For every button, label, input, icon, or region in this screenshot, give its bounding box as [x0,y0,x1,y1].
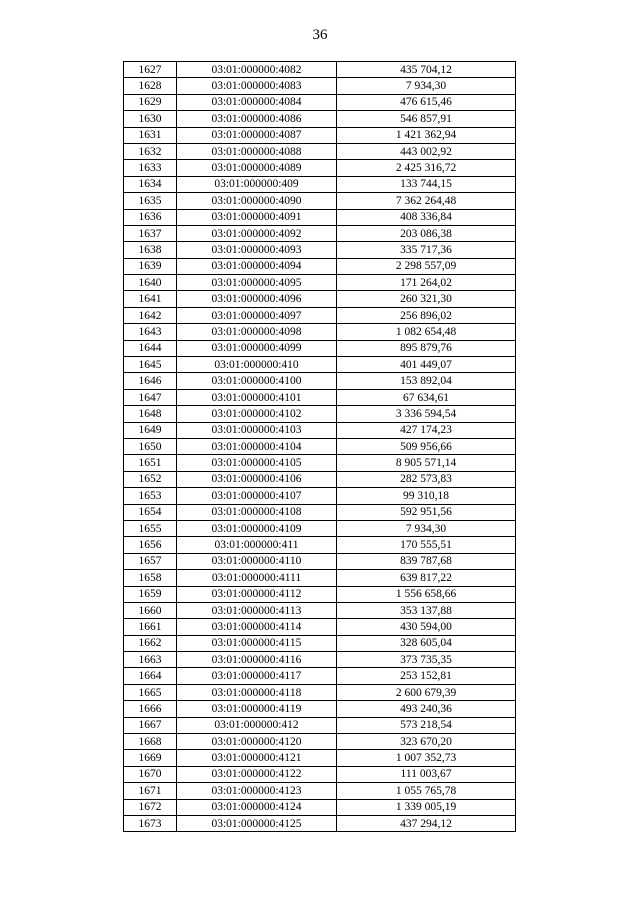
table-row [124,717,516,733]
cadastral-number-cell: 03:01:000000:4123 [177,783,337,799]
cadastral-number-cell: 03:01:000000:4115 [177,635,337,651]
table-row [124,340,516,356]
cadastral-number-cell: 03:01:000000:4116 [177,652,337,668]
table-row [124,619,516,635]
table-row [124,438,516,454]
row-number-cell: 1658 [124,570,177,586]
cadastral-value-cell: 437 294,12 [337,815,516,831]
cadastral-value-cell: 99 310,18 [337,488,516,504]
cadastral-value-cell: 435 704,12 [337,62,516,78]
cadastral-number-cell: 03:01:000000:4095 [177,275,337,291]
row-number-cell: 1648 [124,406,177,422]
table-row [124,750,516,766]
row-number-cell: 1634 [124,176,177,192]
row-number-cell: 1656 [124,537,177,553]
table-row [124,815,516,831]
row-number-cell: 1663 [124,652,177,668]
cadastral-number-cell: 03:01:000000:4082 [177,62,337,78]
cadastral-value-cell: 1 421 362,94 [337,127,516,143]
cadastral-number-cell: 03:01:000000:411 [177,537,337,553]
cadastral-value-cell: 282 573,83 [337,471,516,487]
cadastral-number-cell: 03:01:000000:4093 [177,242,337,258]
row-number-cell: 1654 [124,504,177,520]
cadastral-number-cell: 03:01:000000:4120 [177,734,337,750]
cadastral-value-table [123,61,516,832]
cadastral-value-cell: 493 240,36 [337,701,516,717]
table-row [124,209,516,225]
cadastral-number-cell: 03:01:000000:4119 [177,701,337,717]
row-number-cell: 1641 [124,291,177,307]
table-row [124,734,516,750]
cadastral-number-cell: 03:01:000000:4094 [177,258,337,274]
cadastral-value-cell: 2 600 679,39 [337,684,516,700]
cadastral-number-cell: 03:01:000000:4109 [177,520,337,536]
cadastral-value-cell: 2 425 316,72 [337,160,516,176]
cadastral-number-cell: 03:01:000000:4102 [177,406,337,422]
cadastral-value-cell: 639 817,22 [337,570,516,586]
cadastral-value-cell: 839 787,68 [337,553,516,569]
cadastral-number-cell: 03:01:000000:410 [177,357,337,373]
cadastral-value-cell: 573 218,54 [337,717,516,733]
cadastral-value-cell: 133 744,15 [337,176,516,192]
row-number-cell: 1649 [124,422,177,438]
row-number-cell: 1630 [124,111,177,127]
cadastral-value-cell: 895 879,76 [337,340,516,356]
cadastral-number-cell: 03:01:000000:4086 [177,111,337,127]
row-number-cell: 1637 [124,225,177,241]
cadastral-value-cell: 401 449,07 [337,357,516,373]
cadastral-number-cell: 03:01:000000:4108 [177,504,337,520]
row-number-cell: 1629 [124,94,177,110]
cadastral-value-cell: 546 857,91 [337,111,516,127]
cadastral-value-cell: 256 896,02 [337,307,516,323]
table-row [124,127,516,143]
cadastral-number-cell: 03:01:000000:4113 [177,602,337,618]
cadastral-value-cell: 1 007 352,73 [337,750,516,766]
table-row [124,602,516,618]
cadastral-number-cell: 03:01:000000:4096 [177,291,337,307]
cadastral-value-cell: 203 086,38 [337,225,516,241]
table-row [124,111,516,127]
cadastral-value-cell: 7 362 264,48 [337,193,516,209]
cadastral-number-cell: 03:01:000000:4122 [177,766,337,782]
cadastral-value-cell: 170 555,51 [337,537,516,553]
page-number: 36 [312,27,328,43]
cadastral-value-cell: 509 956,66 [337,438,516,454]
cadastral-number-cell: 03:01:000000:4087 [177,127,337,143]
cadastral-number-cell: 03:01:000000:4117 [177,668,337,684]
row-number-cell: 1631 [124,127,177,143]
table-row [124,62,516,78]
row-number-cell: 1666 [124,701,177,717]
row-number-cell: 1632 [124,143,177,159]
cadastral-number-cell: 03:01:000000:4103 [177,422,337,438]
table-row [124,160,516,176]
cadastral-number-cell: 03:01:000000:4118 [177,684,337,700]
row-number-cell: 1627 [124,62,177,78]
row-number-cell: 1645 [124,357,177,373]
row-number-cell: 1653 [124,488,177,504]
row-number-cell: 1635 [124,193,177,209]
table-row [124,635,516,651]
table-row [124,193,516,209]
cadastral-value-cell: 430 594,00 [337,619,516,635]
cadastral-number-cell: 03:01:000000:4099 [177,340,337,356]
row-number-cell: 1661 [124,619,177,635]
cadastral-value-cell: 260 321,30 [337,291,516,307]
cadastral-value-cell: 2 298 557,09 [337,258,516,274]
cadastral-number-cell: 03:01:000000:4106 [177,471,337,487]
row-number-cell: 1640 [124,275,177,291]
cadastral-number-cell: 03:01:000000:4088 [177,143,337,159]
row-number-cell: 1660 [124,602,177,618]
cadastral-number-cell: 03:01:000000:4092 [177,225,337,241]
row-number-cell: 1670 [124,766,177,782]
table-row [124,668,516,684]
table-row [124,553,516,569]
cadastral-number-cell: 03:01:000000:4101 [177,389,337,405]
table-row [124,242,516,258]
row-number-cell: 1639 [124,258,177,274]
row-number-cell: 1669 [124,750,177,766]
cadastral-value-cell: 8 905 571,14 [337,455,516,471]
cadastral-number-cell: 03:01:000000:4107 [177,488,337,504]
row-number-cell: 1671 [124,783,177,799]
cadastral-value-cell: 111 003,67 [337,766,516,782]
cadastral-number-cell: 03:01:000000:4125 [177,815,337,831]
cadastral-value-cell: 592 951,56 [337,504,516,520]
table-row [124,406,516,422]
cadastral-value-cell: 373 735,35 [337,652,516,668]
row-number-cell: 1644 [124,340,177,356]
row-number-cell: 1673 [124,815,177,831]
cadastral-number-cell: 03:01:000000:4105 [177,455,337,471]
cadastral-value-cell: 1 339 005,19 [337,799,516,815]
row-number-cell: 1636 [124,209,177,225]
cadastral-number-cell: 03:01:000000:4124 [177,799,337,815]
table-row [124,701,516,717]
table-row [124,586,516,602]
cadastral-number-cell: 03:01:000000:4100 [177,373,337,389]
row-number-cell: 1665 [124,684,177,700]
cadastral-value-cell: 353 137,88 [337,602,516,618]
table-row [124,783,516,799]
row-number-cell: 1638 [124,242,177,258]
table-row [124,307,516,323]
cadastral-value-cell: 443 002,92 [337,143,516,159]
cadastral-number-cell: 03:01:000000:4114 [177,619,337,635]
table-row [124,258,516,274]
row-number-cell: 1642 [124,307,177,323]
table-row [124,94,516,110]
cadastral-number-cell: 03:01:000000:409 [177,176,337,192]
cadastral-number-cell: 03:01:000000:4098 [177,324,337,340]
table-row [124,471,516,487]
row-number-cell: 1657 [124,553,177,569]
row-number-cell: 1651 [124,455,177,471]
cadastral-value-cell: 427 174,23 [337,422,516,438]
cadastral-value-cell: 67 634,61 [337,389,516,405]
cadastral-number-cell: 03:01:000000:4097 [177,307,337,323]
cadastral-value-cell: 253 152,81 [337,668,516,684]
cadastral-number-cell: 03:01:000000:4112 [177,586,337,602]
cadastral-value-cell: 7 934,30 [337,520,516,536]
table-row [124,225,516,241]
cadastral-value-cell: 328 605,04 [337,635,516,651]
table-row [124,373,516,389]
cadastral-value-cell: 171 264,02 [337,275,516,291]
row-number-cell: 1633 [124,160,177,176]
row-number-cell: 1655 [124,520,177,536]
table-row [124,143,516,159]
table-row [124,766,516,782]
cadastral-value-cell: 1 082 654,48 [337,324,516,340]
cadastral-value-cell: 323 670,20 [337,734,516,750]
cadastral-number-cell: 03:01:000000:4110 [177,553,337,569]
row-number-cell: 1668 [124,734,177,750]
row-number-cell: 1659 [124,586,177,602]
cadastral-value-cell: 3 336 594,54 [337,406,516,422]
cadastral-number-cell: 03:01:000000:412 [177,717,337,733]
row-number-cell: 1628 [124,78,177,94]
row-number-cell: 1667 [124,717,177,733]
table-row [124,275,516,291]
table-row [124,537,516,553]
table-row [124,78,516,94]
cadastral-number-cell: 03:01:000000:4091 [177,209,337,225]
table-row [124,520,516,536]
table-row [124,488,516,504]
table-row [124,570,516,586]
table-row [124,389,516,405]
cadastral-number-cell: 03:01:000000:4090 [177,193,337,209]
table-row [124,455,516,471]
cadastral-value-cell: 408 336,84 [337,209,516,225]
table-row [124,357,516,373]
row-number-cell: 1664 [124,668,177,684]
table-row [124,176,516,192]
table-row [124,291,516,307]
table-row [124,799,516,815]
row-number-cell: 1662 [124,635,177,651]
table-row [124,324,516,340]
row-number-cell: 1652 [124,471,177,487]
row-number-cell: 1643 [124,324,177,340]
cadastral-number-cell: 03:01:000000:4083 [177,78,337,94]
cadastral-number-cell: 03:01:000000:4121 [177,750,337,766]
cadastral-number-cell: 03:01:000000:4104 [177,438,337,454]
row-number-cell: 1646 [124,373,177,389]
cadastral-value-cell: 153 892,04 [337,373,516,389]
table-body [124,62,516,832]
cadastral-value-cell: 7 934,30 [337,78,516,94]
row-number-cell: 1647 [124,389,177,405]
table-row [124,652,516,668]
row-number-cell: 1650 [124,438,177,454]
cadastral-number-cell: 03:01:000000:4084 [177,94,337,110]
row-number-cell: 1672 [124,799,177,815]
cadastral-number-cell: 03:01:000000:4111 [177,570,337,586]
table-row [124,504,516,520]
cadastral-value-cell: 335 717,36 [337,242,516,258]
cadastral-value-cell: 1 055 765,78 [337,783,516,799]
table-row [124,684,516,700]
cadastral-value-cell: 476 615,46 [337,94,516,110]
cadastral-number-cell: 03:01:000000:4089 [177,160,337,176]
table-row [124,422,516,438]
cadastral-value-cell: 1 556 658,66 [337,586,516,602]
